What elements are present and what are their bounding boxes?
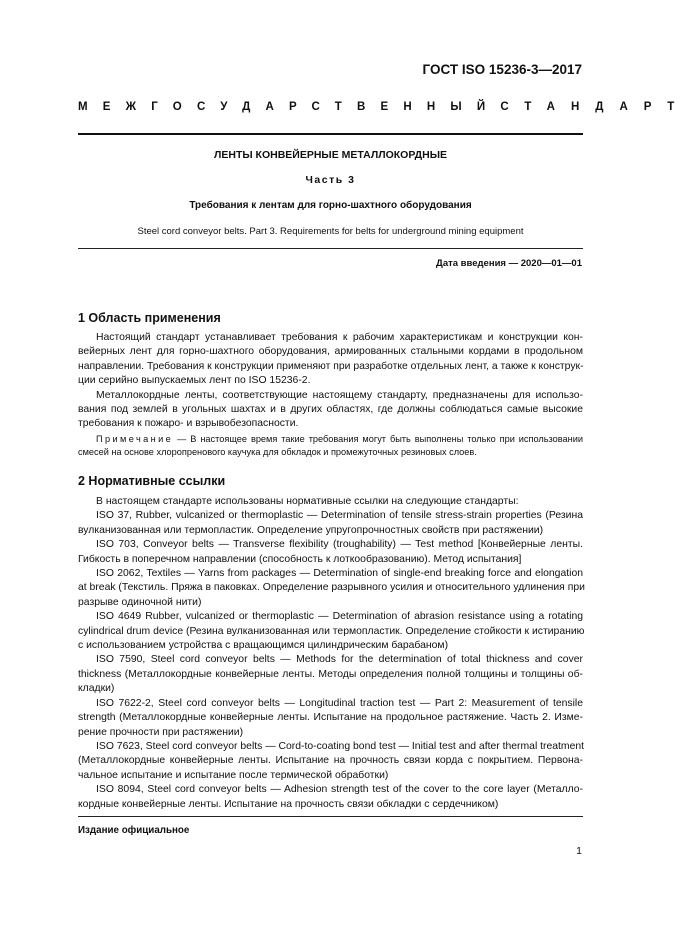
reference-line: чальное испытание и испытание после термической обработки) <box>78 769 389 781</box>
reference-line: кордные конвейерные ленты. Испытание на прочность связи обкладки с сердечником) <box>78 798 499 810</box>
reference-line: ISO 7622-2, Steel cord conveyor belts — Longitudinal traction test — Part 2: Measurement of tensile <box>96 697 583 709</box>
introduction-date: Дата введения — 2020—01—01 <box>436 258 582 269</box>
reference-line: рение прочности при растяжении) <box>78 726 244 738</box>
reference-line: В настоящем стандарте использованы нормативные ссылки на следующие стандарты: <box>96 496 519 507</box>
paragraph-line: требования к пожаро- и взрывобезопасности. <box>78 418 299 430</box>
reference-line: at break (Текстиль. Пряжа в паковках. Определение разрывного усилия и относительного удлинения при <box>78 582 585 594</box>
reference-line: кладки) <box>78 683 115 695</box>
section-1-heading: 1 Область применения <box>78 311 221 325</box>
reference-line: Гибкость в поперечном направлении (способность к лоткообразованию). Метод испытания] <box>78 553 522 565</box>
document-code: ГОСТ ISO 15236-3—2017 <box>422 62 582 77</box>
reference-line: разрыве одиночной нити) <box>78 596 202 608</box>
note-line <box>78 433 583 446</box>
note-text: — В настоящее время такие требования могут быть выполнены только при использовании <box>173 434 583 444</box>
reference-line: ISO 7623, Steel cord conveyor belts — Cord-to-coating bond test — Initial test and after thermal treatment <box>96 740 585 752</box>
paragraph-line: Настоящий стандарт устанавливает требования к рабочим характеристикам и конструкции кон- <box>96 332 583 343</box>
standard-banner <box>78 101 690 113</box>
reference-line: (Металлокордные конвейерные ленты. Испытание на прочность связи корда с покрытием. Первона- <box>78 755 583 767</box>
reference-line: ISO 37, Rubber, vulcanized or thermoplastic — Determination of tensile stress-strain properties (Резина <box>96 510 583 522</box>
document-part: Часть 3 <box>305 174 356 186</box>
document-subtitle: Требования к лентам для горно-шахтного оборудования <box>189 200 472 211</box>
paragraph-line: ции серийно выпускаемых лент по ISO 15236-2. <box>78 375 311 387</box>
page-number: 1 <box>576 845 582 857</box>
header-divider <box>78 133 583 135</box>
reference-line: ISO 703, Conveyor belts — Transverse flexibility (troughability) — Test method [Конвейерные ленты. <box>96 539 583 551</box>
reference-line: strength (Металлокордные конвейерные ленты. Испытание на продольное растяжение. Часть 2. Изме- <box>78 712 583 724</box>
section-1-note <box>78 433 583 459</box>
reference-line: cylindrical drum device (Резина вулканизованная или термопластик. Определение стойкости к истиранию <box>78 625 585 637</box>
note-label: Примечание <box>96 434 174 444</box>
section-1-body <box>78 331 583 432</box>
document-title: ЛЕНТЫ КОНВЕЙЕРНЫЕ МЕТАЛЛОКОРДНЫЕ <box>213 149 448 161</box>
note-line: смесей на основе хлоропренового каучука для обкладок и промежуточных резиновых слоев. <box>78 447 477 457</box>
reference-line: ISO 7590, Steel cord conveyor belts — Methods for the determination of total thickness and cover <box>96 654 583 666</box>
paragraph-line: вания под землей в угольных шахтах и в других областях, где должны соблюдаться самые высокие <box>78 404 583 416</box>
reference-line: с использованием устройства с вращающимся цилиндрическим барабаном) <box>78 640 449 652</box>
reference-line: ISO 4649 Rubber, vulcanized or thermoplastic — Determination of abrasion resistance using a rotating <box>96 611 583 623</box>
reference-line: ISO 8094, Steel cord conveyor belts — Adhesion strength test of the cover to the core layer (Металло- <box>96 784 583 796</box>
banner-interstate: МЕЖГОСУДАРСТВЕННЫЙ <box>78 101 501 113</box>
paragraph-line: Металлокордные ленты, соответствующие настоящему стандарту, предназначены для использо- <box>96 389 583 401</box>
section-2-heading: 2 Нормативные ссылки <box>78 474 226 488</box>
english-title: Steel cord conveyor belts. Part 3. Requirements for belts for underground mining equipment <box>137 226 524 237</box>
official-edition: Издание официальное <box>78 825 190 836</box>
banner-standard: СТАНДАРТ <box>500 101 690 113</box>
title-divider <box>78 248 583 249</box>
paragraph-line: вейерных лент для горно-шахтного оборудования, армированных стальными кордами в продольном <box>78 346 583 358</box>
reference-line: вулканизованная или термопластик. Определение упругопрочностных свойств при растяжении) <box>78 524 544 536</box>
reference-line: thickness (Металлокордные конвейерные ленты. Методы определения полной толщины и толщины об- <box>78 668 583 680</box>
footer-divider <box>78 816 583 817</box>
reference-line: ISO 2062, Textiles — Yarns from packages — Determination of single-end breaking force and elongation <box>96 568 583 580</box>
section-2-body <box>78 495 583 812</box>
paragraph-line: направлении. Требования к конструкции применяют при разработке отдельных лент, а также к конструк- <box>78 360 584 372</box>
